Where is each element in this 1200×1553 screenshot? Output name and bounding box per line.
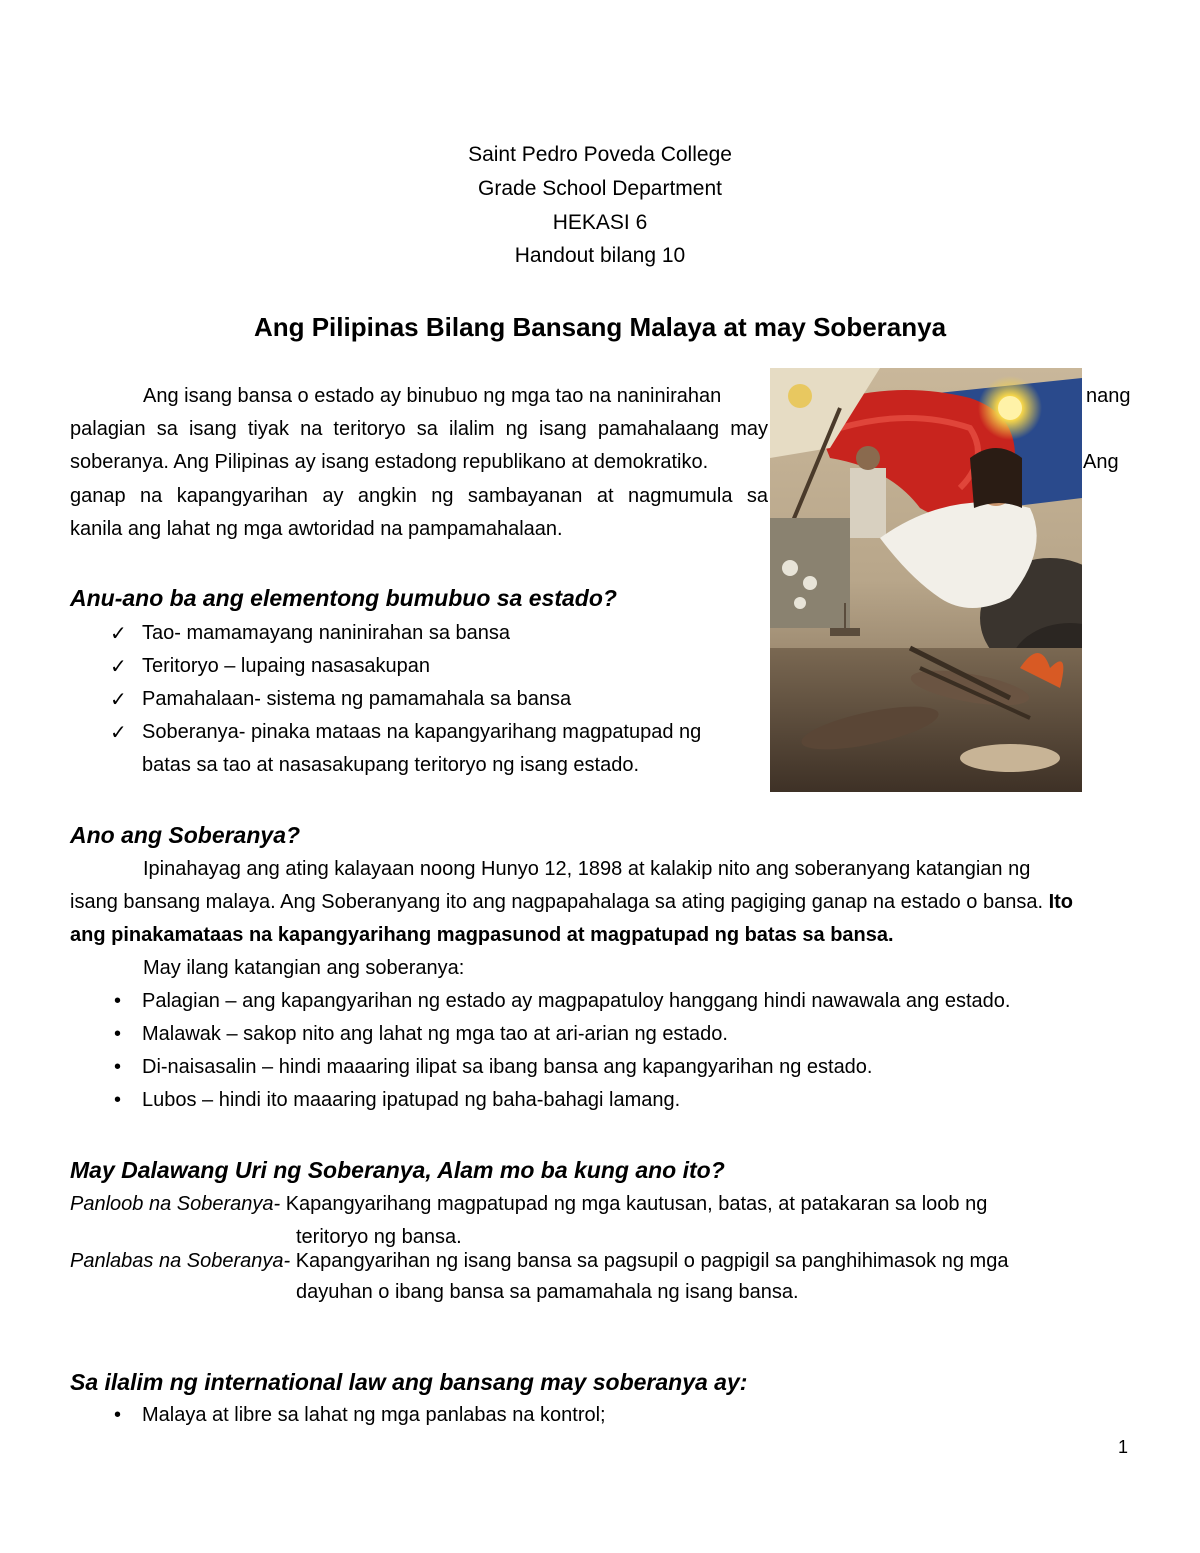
sovereignty-line-3: ang pinakamataas na kapangyarihang magpasunod at magpatupad ng batas sa bansa.	[70, 924, 894, 946]
internal-sovereignty-text: Kapangyarihang magpatupad ng mga kautusan, batas, at patakaran sa loob ng	[280, 1193, 988, 1215]
department-name: Grade School Department	[478, 177, 722, 200]
bullet-icon: •	[114, 990, 122, 1012]
external-sovereignty-line	[70, 1250, 1008, 1273]
page-number: 1	[1118, 1437, 1129, 1457]
intro-line-1: Ang isang bansa o estado ay binubuo ng mga tao na naninirahan	[143, 385, 722, 407]
element-item: Soberanya- pinaka mataas na kapangyarihang magpatupad ng	[142, 721, 702, 743]
external-sovereignty-label: Panlabas na Soberanya-	[70, 1250, 291, 1272]
trait-item: Lubos – hindi ito maaaring ipatupad ng baha-bahagi lamang.	[142, 1089, 681, 1111]
check-icon: ✓	[110, 722, 127, 744]
sovereignty-line-2	[70, 891, 1073, 914]
external-sovereignty-cont: dayuhan o ibang bansa sa pamamahala ng isang bansa.	[296, 1281, 799, 1303]
sovereignty-line-2-text: isang bansang malaya. Ang Soberanyang ito ang nagpapahalaga sa ating pagiging ganap na estado o bansa.	[70, 891, 1044, 913]
trait-item: Di-naisasalin – hindi maaaring ilipat sa ibang bansa ang kapangyarihan ng estado.	[142, 1056, 873, 1078]
sovereignty-heading: Ano ang Soberanya?	[70, 822, 301, 848]
handout-number: Handout bilang 10	[514, 244, 686, 267]
school-name: Saint Pedro Poveda College	[468, 143, 732, 166]
check-icon: ✓	[110, 656, 127, 678]
traits-intro: May ilang katangian ang soberanya:	[143, 957, 465, 979]
internal-sovereignty-label: Panloob na Soberanya-	[70, 1193, 281, 1215]
bullet-icon: •	[114, 1056, 122, 1078]
internal-sovereignty-line	[70, 1193, 987, 1216]
subject-name: HEKASI 6	[552, 211, 648, 234]
intro-line-3-end: Ang	[1083, 451, 1119, 473]
sovereignty-line-1: Ipinahayag ang ating kalayaan noong Hunyo 12, 1898 at kalakip nito ang soberanyang katangian ng	[143, 858, 1031, 880]
intl-law-item: Malaya at libre sa lahat ng mga panlabas na kontrol;	[142, 1404, 606, 1426]
bullet-icon: •	[114, 1089, 122, 1111]
element-item-continued: batas sa tao at nasasakupang teritoryo ng isang estado.	[142, 754, 640, 776]
painting-svg	[770, 368, 1082, 792]
element-item: Tao- mamamayang naninirahan sa bansa	[142, 622, 510, 644]
intro-line-2: palagian sa isang tiyak na teritoryo sa ilalim ng isang pamahalaang may	[70, 418, 768, 440]
element-item: Pamahalaan- sistema ng pamamahala sa bansa	[142, 688, 572, 710]
bullet-icon: •	[114, 1023, 122, 1045]
intro-line-5: kanila ang lahat ng mga awtoridad na pampamahalaan.	[70, 518, 563, 540]
page-title: Ang Pilipinas Bilang Bansang Malaya at may Soberanya	[253, 312, 947, 342]
internal-sovereignty-cont: teritoryo ng bansa.	[296, 1226, 462, 1248]
sovereignty-line-2-bold: Ito	[1048, 891, 1074, 913]
external-sovereignty-text: Kapangyarihan ng isang bansa sa pagsupil o pagpigil sa panghihimasok ng mga	[290, 1250, 1009, 1272]
intro-line-4: ganap na kapangyarihan ay angkin ng sambayanan at nagmumula sa	[70, 485, 768, 507]
trait-item: Malawak – sakop nito ang lahat ng mga tao at ari-arian ng estado.	[142, 1023, 728, 1045]
check-icon: ✓	[110, 623, 127, 645]
elements-heading: Anu-ano ba ang elementong bumubuo sa estado?	[70, 585, 617, 611]
revolution-painting	[770, 368, 1082, 792]
types-heading: May Dalawang Uri ng Soberanya, Alam mo ba kung ano ito?	[70, 1157, 725, 1183]
check-icon: ✓	[110, 689, 127, 711]
intro-line-3: soberanya. Ang Pilipinas ay isang estadong republikano at demokratiko.	[70, 451, 709, 473]
element-item: Teritoryo – lupaing nasasakupan	[142, 655, 430, 677]
bullet-icon: •	[114, 1404, 122, 1426]
intro-line-1-end: nang	[1086, 385, 1131, 407]
trait-item: Palagian – ang kapangyarihan ng estado ay magpapatuloy hanggang hindi nawawala ang estado.	[142, 990, 1011, 1012]
intl-law-heading: Sa ilalim ng international law ang bansang may soberanya ay:	[70, 1369, 748, 1395]
